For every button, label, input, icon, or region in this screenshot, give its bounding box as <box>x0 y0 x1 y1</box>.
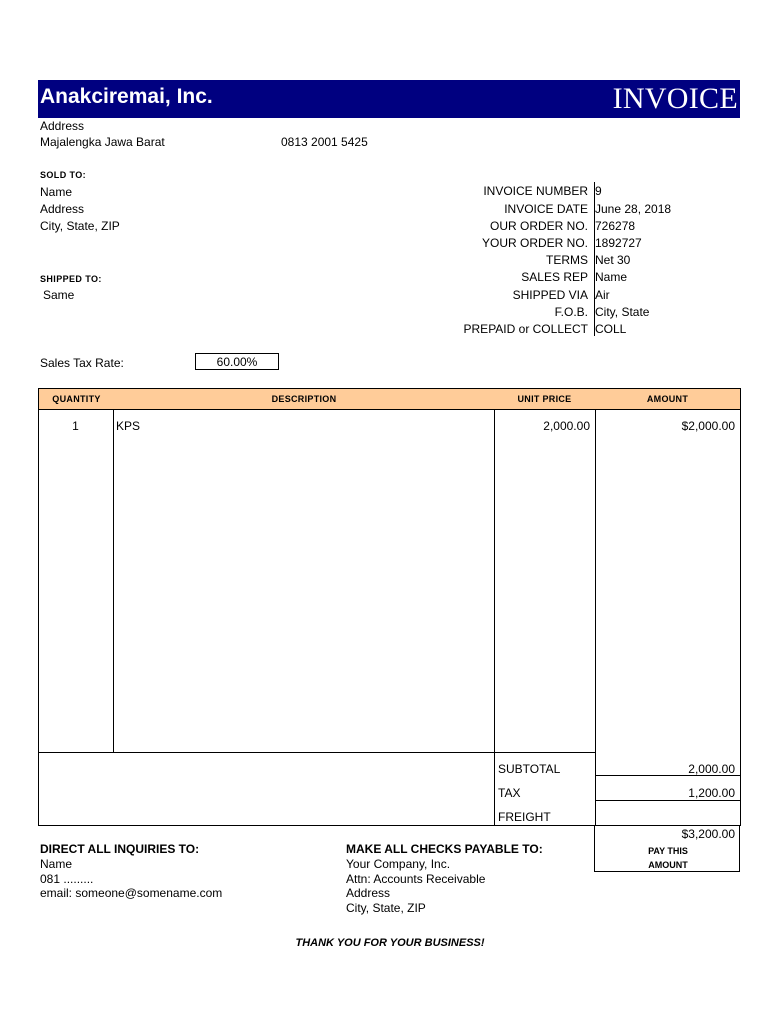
shipped-via-label: SHIPPED VIA <box>512 288 588 302</box>
sales-tax-rate-field[interactable]: 60.00% <box>195 353 279 370</box>
shipped-to-value: Same <box>43 288 75 302</box>
company-name: Anakciremai, Inc. <box>40 85 213 108</box>
row-quantity[interactable]: 1 <box>72 419 79 433</box>
our-order-label: OUR ORDER NO. <box>489 219 588 233</box>
checks-company: Your Company, Inc. <box>346 857 451 871</box>
sold-to-heading: SOLD TO: <box>40 170 87 180</box>
company-city: Majalengka Jawa Barat <box>40 135 165 149</box>
thank-you-message: THANK YOU FOR YOUR BUSINESS! <box>295 937 485 949</box>
invoice-title: INVOICE <box>612 82 738 115</box>
inquiries-email: email: someone@somename.com <box>40 886 223 900</box>
sold-to-city: City, State, ZIP <box>40 219 120 233</box>
sales-rep-label: SALES REP <box>521 270 588 284</box>
items-table-header <box>38 388 741 410</box>
column-divider <box>494 409 495 825</box>
invoice-number-label: INVOICE NUMBER <box>483 184 588 198</box>
your-order-value[interactable]: 1892727 <box>595 236 642 250</box>
company-address: Address <box>40 119 85 133</box>
items-bottom-rule <box>39 752 595 753</box>
prepaid-collect-value[interactable]: COLL <box>595 322 627 336</box>
sold-to-address: Address <box>40 202 85 216</box>
subtotal-label: SUBTOTAL <box>498 762 561 776</box>
tax-value: 1,200.00 <box>688 786 735 800</box>
pay-this-amount-label <box>596 844 740 872</box>
sales-rep-value[interactable]: Name <box>595 270 628 284</box>
subtotal-value: 2,000.00 <box>688 762 735 776</box>
inquiries-heading: DIRECT ALL INQUIRIES TO: <box>40 842 200 856</box>
quantity-header: QUANTITY <box>52 394 101 404</box>
invoice-date-value[interactable]: June 28, 2018 <box>595 202 672 216</box>
tax-rule <box>595 800 741 801</box>
total-amount: $3,200.00 <box>681 827 735 841</box>
description-header: DESCRIPTION <box>271 394 337 404</box>
row-description[interactable]: KPS <box>116 419 141 433</box>
row-unit-price[interactable]: 2,000.00 <box>543 419 590 433</box>
invoice-date-label: INVOICE DATE <box>504 202 588 216</box>
pay-label-line1: PAY THIS <box>648 846 688 856</box>
unit-price-header: UNIT PRICE <box>517 394 572 404</box>
invoice-header-bar <box>38 80 740 118</box>
amount-header: AMOUNT <box>646 394 689 404</box>
invoice-number-value[interactable]: 9 <box>595 184 602 198</box>
company-phone: 0813 2001 5425 <box>281 135 368 149</box>
tax-label: TAX <box>498 786 521 800</box>
your-order-label: YOUR ORDER NO. <box>481 236 588 250</box>
our-order-value[interactable]: 726278 <box>595 219 636 233</box>
column-divider <box>113 409 114 752</box>
checks-address: Address <box>346 886 391 900</box>
freight-label: FREIGHT <box>498 810 551 824</box>
row-amount: $2,000.00 <box>681 419 735 433</box>
checks-heading: MAKE ALL CHECKS PAYABLE TO: <box>346 842 543 856</box>
terms-value[interactable]: Net 30 <box>595 253 631 267</box>
inquiries-phone: 081 ......... <box>40 872 94 886</box>
sold-to-name: Name <box>40 185 73 199</box>
prepaid-collect-label: PREPAID or COLLECT <box>463 322 588 336</box>
sales-tax-label: Sales Tax Rate: <box>40 356 124 370</box>
shipped-to-heading: SHIPPED TO: <box>40 274 102 284</box>
fob-label: F.O.B. <box>554 305 588 319</box>
fob-value[interactable]: City, State <box>595 305 650 319</box>
pay-label-line2: AMOUNT <box>648 860 688 870</box>
checks-attn: Attn: Accounts Receivable <box>346 872 486 886</box>
terms-label: TERMS <box>546 253 588 267</box>
shipped-via-value[interactable]: Air <box>595 288 610 302</box>
inquiries-name: Name <box>40 857 73 871</box>
checks-city: City, State, ZIP <box>346 901 426 915</box>
